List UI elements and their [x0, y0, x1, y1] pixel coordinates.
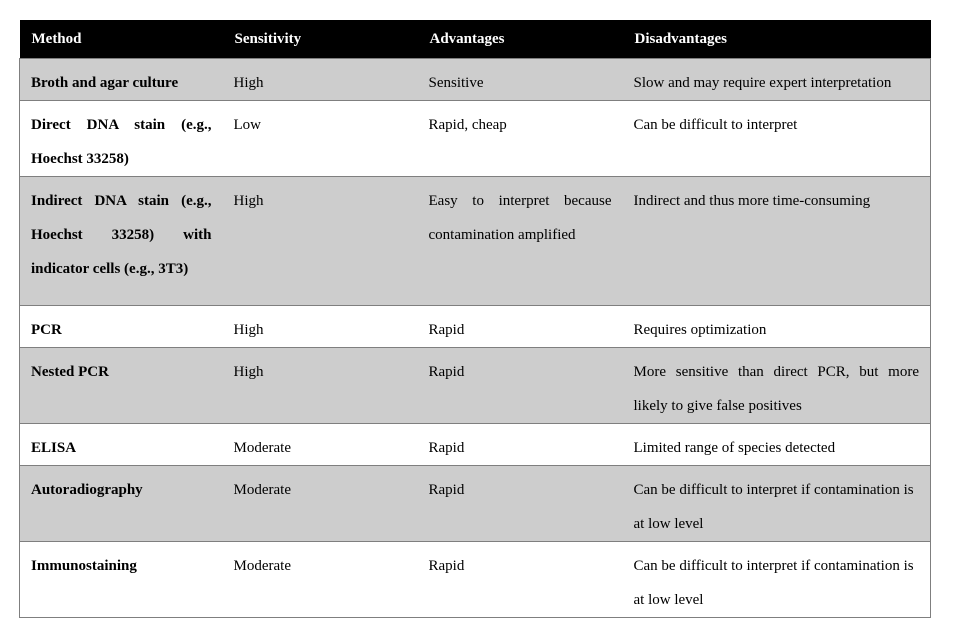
cell-method: ELISA [20, 424, 223, 466]
table-row [20, 466, 931, 542]
table-row [20, 348, 931, 424]
header-row [20, 20, 931, 59]
cell-sensitivity: High [223, 348, 418, 424]
cell-method: Direct DNA stain (e.g., Hoechst 33258) [20, 101, 223, 177]
cell-method: Broth and agar culture [20, 59, 223, 101]
cell-sensitivity: High [223, 59, 418, 101]
cell-advantages: Rapid, cheap [418, 101, 623, 177]
cell-advantages: Rapid [418, 542, 623, 618]
cell-advantages: Rapid [418, 424, 623, 466]
cell-sensitivity: High [223, 177, 418, 306]
cell-sensitivity: Moderate [223, 542, 418, 618]
table-row [20, 424, 931, 466]
methods-table [19, 20, 931, 618]
table-row [20, 542, 931, 618]
table-row [20, 101, 931, 177]
cell-method: Indirect DNA stain (e.g., Hoechst 33258) with indicator cells (e.g., 3T3) [20, 177, 223, 306]
header-disadvantages: Disadvantages [623, 20, 931, 59]
cell-method: Immunostaining [20, 542, 223, 618]
cell-disadvantages: Indirect and thus more time-consuming [623, 177, 931, 306]
cell-method: Nested PCR [20, 348, 223, 424]
cell-sensitivity: High [223, 306, 418, 348]
table-row [20, 177, 931, 306]
header-advantages: Advantages [418, 20, 623, 59]
cell-sensitivity: Moderate [223, 424, 418, 466]
cell-advantages: Rapid [418, 466, 623, 542]
header-method: Method [20, 20, 223, 59]
cell-disadvantages: Slow and may require expert interpretation [623, 59, 931, 101]
cell-advantages: Easy to interpret because contamination amplified [418, 177, 623, 306]
cell-advantages: Rapid [418, 306, 623, 348]
cell-disadvantages: Limited range of species detected [623, 424, 931, 466]
cell-method: PCR [20, 306, 223, 348]
cell-disadvantages: Can be difficult to interpret [623, 101, 931, 177]
cell-disadvantages: Requires optimization [623, 306, 931, 348]
table-row [20, 59, 931, 101]
cell-disadvantages: Can be difficult to interpret if contamination is at low level [623, 542, 931, 618]
cell-disadvantages: Can be difficult to interpret if contamination is at low level [623, 466, 931, 542]
cell-advantages: Sensitive [418, 59, 623, 101]
cell-disadvantages: More sensitive than direct PCR, but more likely to give false positives [623, 348, 931, 424]
cell-method: Autoradiography [20, 466, 223, 542]
table-row [20, 306, 931, 348]
header-sensitivity: Sensitivity [223, 20, 418, 59]
cell-advantages: Rapid [418, 348, 623, 424]
cell-sensitivity: Moderate [223, 466, 418, 542]
cell-sensitivity: Low [223, 101, 418, 177]
